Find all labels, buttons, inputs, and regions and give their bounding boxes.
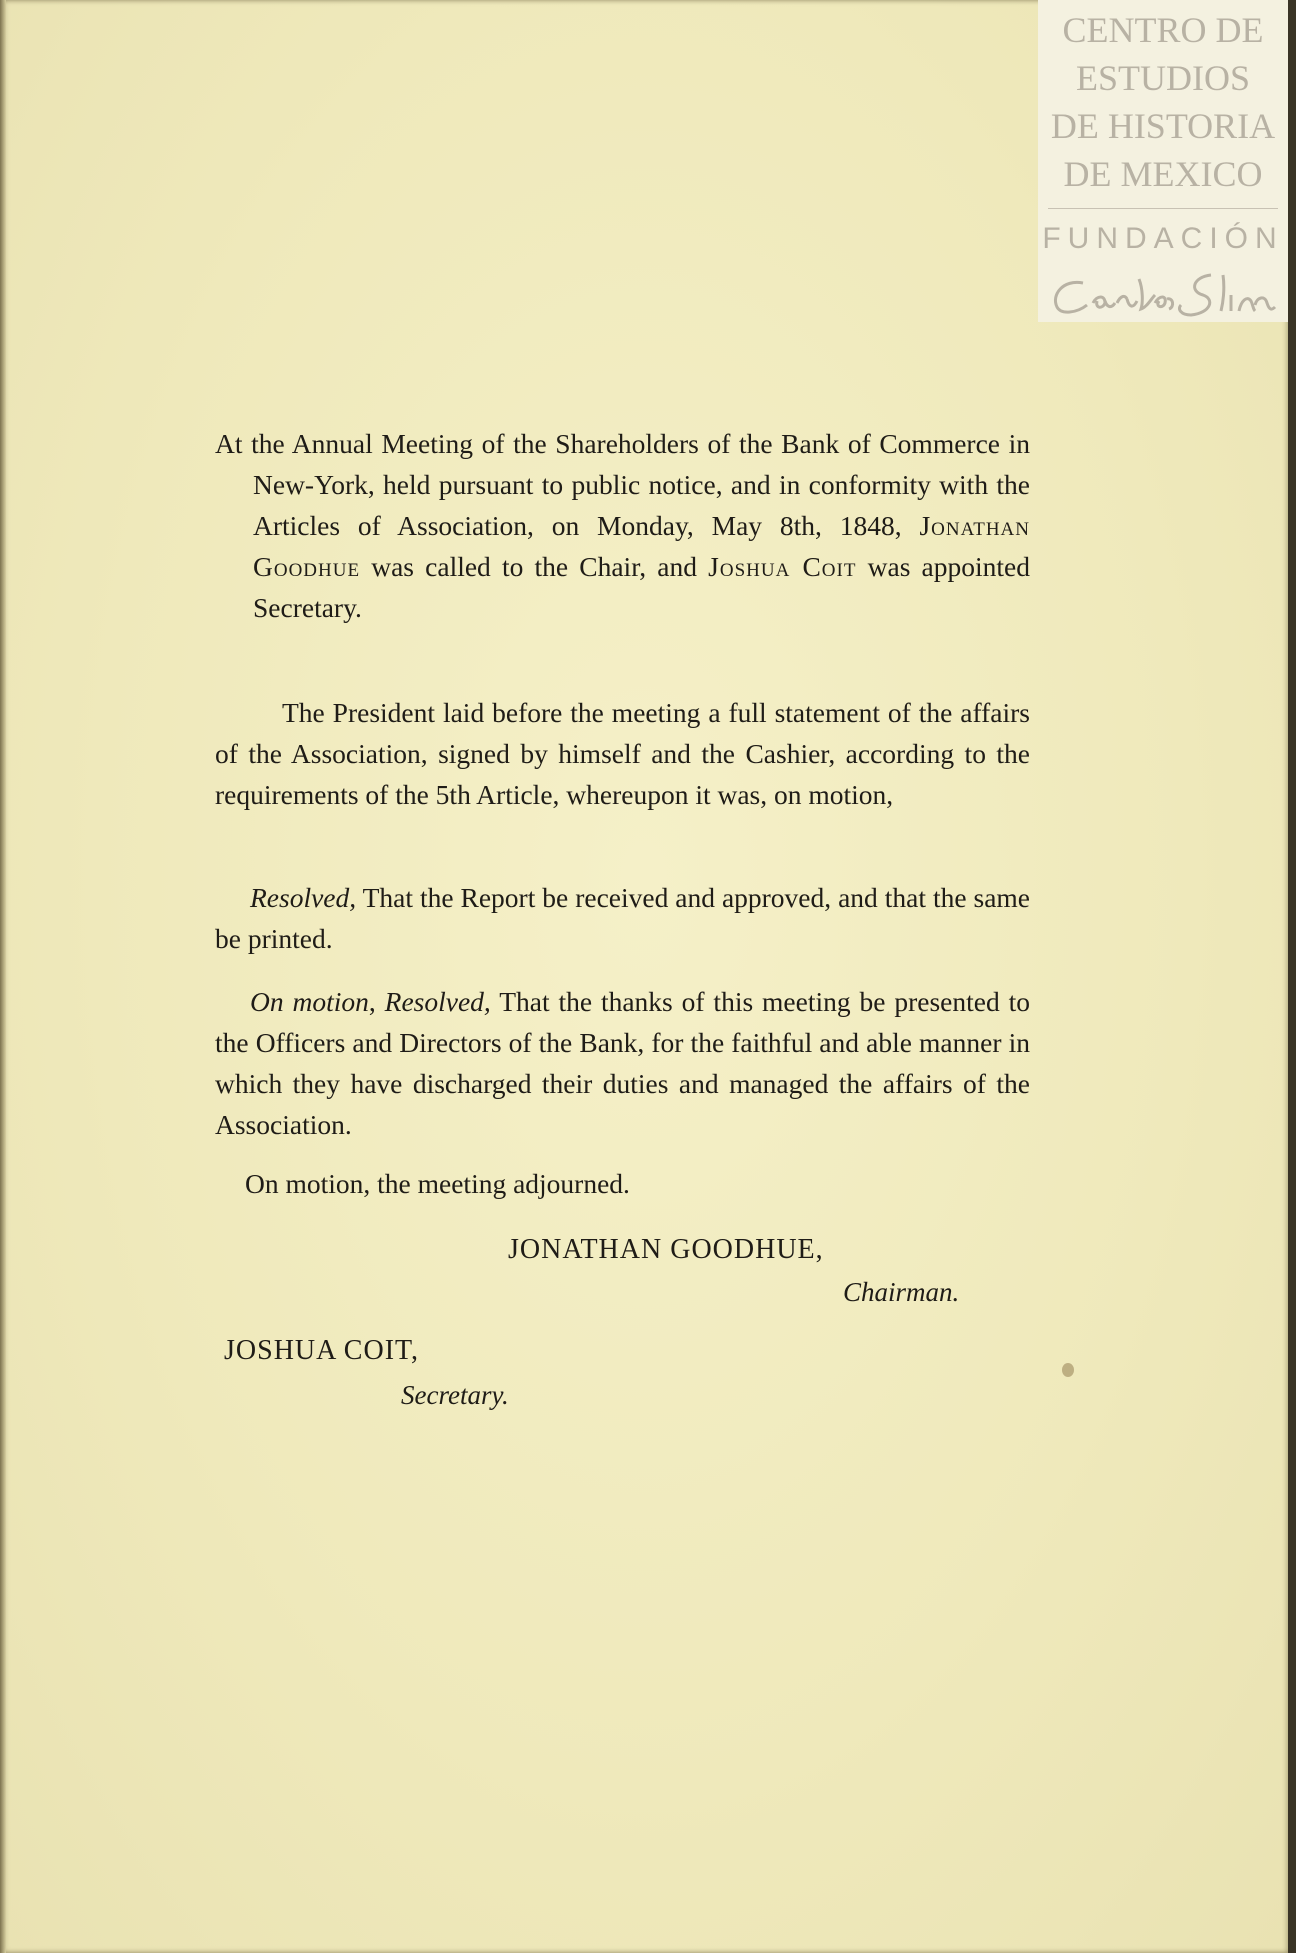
stamp-divider: [1048, 208, 1278, 209]
chairman-title: Chairman.: [843, 1277, 960, 1307]
stamp-line-3: DE HISTORIA: [1050, 106, 1276, 146]
secretary-name-inline: Joshua Coit: [708, 551, 857, 582]
signature-icon: [1038, 265, 1288, 325]
resolved-label: Resolved,: [250, 882, 357, 913]
chairman-signature-name: JONATHAN GOODHUE,: [508, 1234, 824, 1265]
paragraph-meeting-intro: [215, 423, 1030, 628]
archive-stamp: [1038, 0, 1288, 322]
paragraph-resolution-thanks: [215, 981, 1030, 1145]
chairman-name-inline: Jonathan Goodhue: [253, 510, 1030, 582]
on-motion-label: On motion: [250, 986, 369, 1017]
page-right-edge: [1288, 0, 1296, 1953]
page-left-edge: [0, 0, 6, 1953]
intro-text-c: was appointed Secretary.: [253, 551, 1030, 623]
stamp-line-4: DE MEXICO: [1063, 154, 1263, 194]
resolution-report-text: That the Report be received and approved, and that the same be printed.: [215, 882, 1030, 954]
paragraph-president-statement: The President laid before the meeting a full statement of the affairs of the Association, signed by himself and the Cashier, according to the requirements of the 5th Article, whereupon it was, on motion,: [215, 697, 1030, 810]
paragraph-resolution-report: [215, 877, 1030, 959]
intro-text-b: was called to the Chair, and: [371, 551, 697, 582]
resolution-thanks-text: That the thanks of this meeting be presented to the Officers and Directors of the Bank, for the faithful and able manner in which they have discharged their duties and managed the affairs of the Association.: [215, 986, 1030, 1140]
intro-text-a: At the Annual Meeting of the Shareholders of the Bank of Commerce in New-York, held pursuant to public notice, and in conformity with the Articles of Association, on Monday, May 8th, 1848,: [215, 428, 1030, 541]
stamp-line-1: CENTRO DE: [1062, 10, 1264, 50]
comma-separator: ,: [368, 986, 385, 1017]
paper-stain: [1062, 1363, 1074, 1377]
resolved-label-2: Resolved,: [384, 986, 491, 1017]
paragraph-adjourned: On motion, the meeting adjourned.: [245, 1168, 630, 1199]
stamp-line-2: ESTUDIOS: [1075, 58, 1250, 98]
stamp-fundacion: FUNDACIÓN: [1042, 222, 1284, 255]
secretary-title: Secretary.: [401, 1380, 509, 1410]
secretary-signature-name: JOSHUA COIT,: [224, 1335, 420, 1366]
